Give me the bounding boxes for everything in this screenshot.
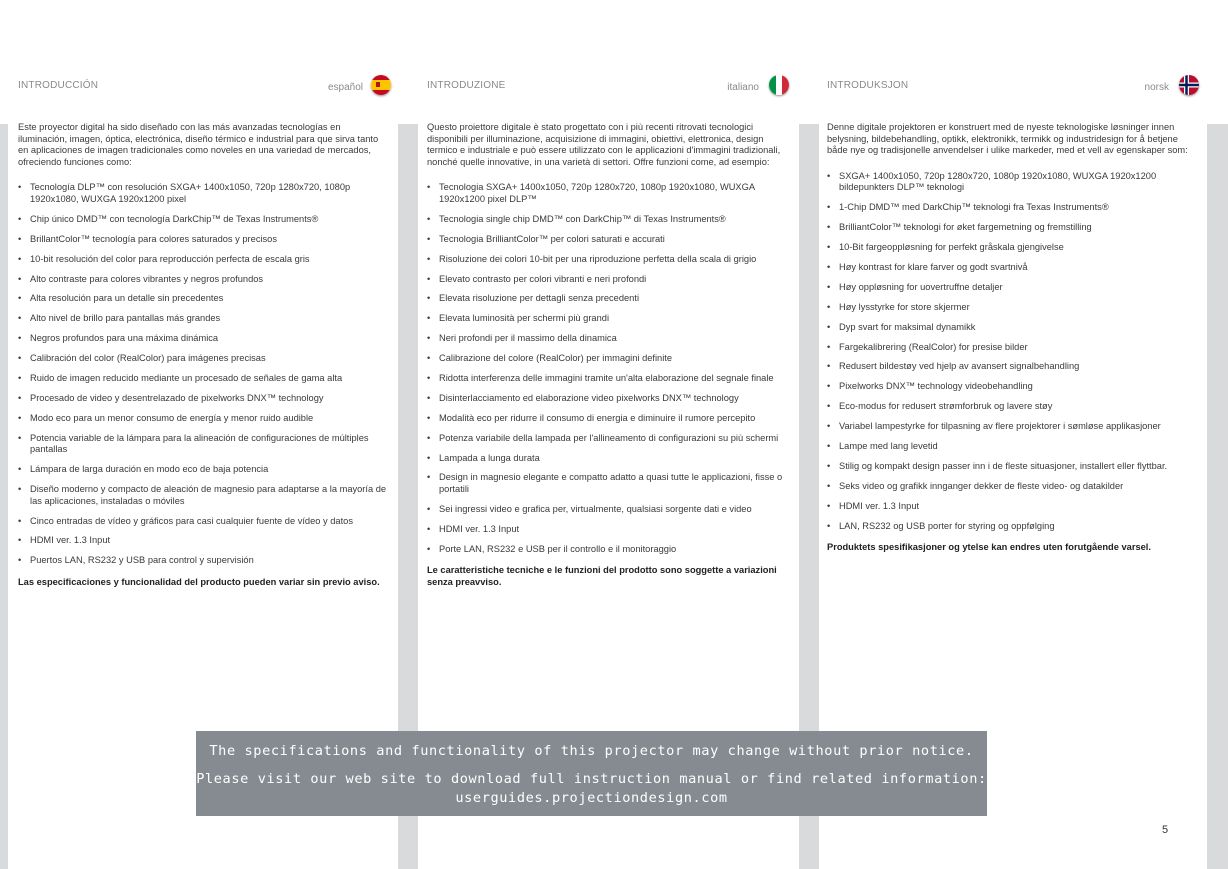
list-item: • 1-Chip DMD™ med DarkChip™ teknologi fra Texas Instruments® [827, 202, 1199, 214]
list-item: • Lampe med lang levetid [827, 441, 1199, 453]
list-item: • Design in magnesio elegante e compatto adatto a quasi tutte le applicazioni, fisse o portatili [427, 472, 791, 495]
intro-paragraph: Denne digitale projektoren er konstruert med de nyeste teknologiske løsninger innen belysning, bildebehandling, optikk, elektronikk, termikk og industridesign for å betjene både nye og tradisjonelle anvendelser i ulike markeder, med et vell av egenskaper som: [827, 122, 1188, 156]
list-item: • Variabel lampestyrke for tilpasning av flere projektorer i sømløse applikasjoner [827, 421, 1199, 433]
list-item: • Disinterlacciamento ed elaborazione video pixelworks DNX™ technology [427, 393, 791, 405]
list-item: • Seks video og grafikk innganger dekker de fleste video- og datakilder [827, 481, 1199, 493]
list-item: • Puertos LAN, RS232 y USB para control y supervisión [18, 555, 391, 567]
section-title: INTRODUCCIÓN [18, 80, 99, 91]
notice-banner [196, 731, 987, 816]
list-item: • 10-bit resolución del color para reproducción perfecta de escala gris [18, 254, 391, 266]
spain-flag-icon [371, 75, 391, 95]
list-item: • Modo eco para un menor consumo de energía y menor ruido audible [18, 413, 391, 425]
intro-paragraph: Este proyector digital ha sido diseñado con las más avanzadas tecnologías en iluminación, imagen, óptica, electrónica, diseño térmico e industrial para que sirva tanto en aplicaciones de imagen tradicionales como noveles en una variedad de mercados, ofreciendo funciones como: [18, 122, 379, 167]
column-header [427, 80, 791, 94]
banner-website-link[interactable]: userguides.projectiondesign.com [455, 790, 728, 806]
list-item: • Tecnologia single chip DMD™ con DarkChip™ di Texas Instruments® [427, 214, 791, 226]
list-item: • Alto nivel de brillo para pantallas más grandes [18, 313, 391, 325]
list-item: • Procesado de video y desentrelazado de pixelworks DNX™ technology [18, 393, 391, 405]
list-item: • Cinco entradas de vídeo y gráficos para casi cualquier fuente de vídeo y datos [18, 516, 391, 528]
right-margin-bar [1207, 124, 1228, 869]
column-body [427, 122, 791, 598]
list-item: • Negros profundos para una máxima dinámica [18, 333, 391, 345]
list-item: • Lampada a lunga durata [427, 453, 791, 465]
list-item: • Dyp svart for maksimal dynamikk [827, 322, 1199, 334]
banner-line-2: Please visit our web site to download full instruction manual or find related information: [196, 771, 987, 787]
language-label: norsk [1144, 82, 1169, 93]
list-item: • Høy kontrast for klare farver og godt svartnivå [827, 262, 1199, 274]
language-label: español [327, 82, 363, 93]
list-item: • Modalità eco per ridurre il consumo di energia e diminuire il rumore percepito [427, 413, 791, 425]
list-item: • Risoluzione dei colori 10-bit per una riproduzione perfetta della scala di grigio [427, 254, 791, 266]
list-item: • Calibración del color (RealColor) para imágenes precisas [18, 353, 391, 365]
feature-list [427, 182, 791, 555]
list-item: • Elevata luminosità per schermi più grandi [427, 313, 791, 325]
list-item: • Potencia variable de la lámpara para la alineación de configuraciones de múltiples pantallas [18, 433, 391, 456]
list-item: • Stilig og kompakt design passer inn i de fleste situasjoner, installert eller flyttbar. [827, 461, 1199, 473]
list-item: • Neri profondi per il massimo della dinamica [427, 333, 791, 345]
section-title: INTRODUZIONE [427, 80, 506, 91]
banner-line-1: The specifications and functionality of this projector may change without prior notice. [209, 743, 974, 759]
page-number: 5 [1162, 824, 1169, 836]
list-item: • Calibrazione del colore (RealColor) per immagini definite [427, 353, 791, 365]
list-item: • BrilliantColor™ teknologi for øket fargemetning og fremstilling [827, 222, 1199, 234]
list-item: • Porte LAN, RS232 e USB per il controllo e il monitoraggio [427, 544, 791, 556]
section-title: INTRODUKSJON [827, 80, 909, 91]
list-item: • Redusert bildestøy ved hjelp av avansert signalbehandling [827, 361, 1199, 373]
list-item: • Chip único DMD™ con tecnología DarkChip™ de Texas Instruments® [18, 214, 391, 226]
feature-list [18, 182, 391, 567]
list-item: • LAN, RS232 og USB porter for styring og oppfølging [827, 521, 1199, 533]
list-item: • Ruido de imagen reducido mediante un procesado de señales de gama alta [18, 373, 391, 385]
notice-text: Le caratteristiche tecniche e le funzioni del prodotto sono soggette a variazioni senza preavviso. [427, 565, 777, 587]
list-item: • Sei ingressi video e grafica per, virtualmente, qualsiasi sorgente dati e video [427, 504, 791, 516]
column-header [18, 80, 391, 94]
column-body [18, 122, 391, 598]
list-item: • Tecnologia SXGA+ 1400x1050, 720p 1280x720, 1080p 1920x1080, WUXGA 1920x1200 pixel DLP™ [427, 182, 791, 205]
list-item: • Elevata risoluzione per dettagli senza precedenti [427, 293, 791, 305]
column-header [827, 80, 1199, 94]
list-item: • Fargekalibrering (RealColor) for presise bilder [827, 342, 1199, 354]
list-item: • Alto contraste para colores vibrantes y negros profundos [18, 274, 391, 286]
list-item: • Ridotta interferenza delle immagini tramite un'alta elaborazione del segnale finale [427, 373, 791, 385]
list-item: • HDMI ver. 1.3 Input [18, 535, 391, 547]
notice-text: Produktets spesifikasjoner og ytelse kan endres uten forutgående varsel. [827, 542, 1151, 553]
list-item: • HDMI ver. 1.3 Input [427, 524, 791, 536]
intro-paragraph: Questo proiettore digitale è stato progettato con i più recenti ritrovati tecnologici disponibili per illuminazione, acquisizione di immagini, obiettivi, elettronica, design termico e industriale e può essere utilizzato con le applicazioni d'immagini tradizionali, nonché quelle innovative, in una varietà di settori. Offre funzioni come, ad esempio: [427, 122, 781, 167]
list-item: • HDMI ver. 1.3 Input [827, 501, 1199, 513]
list-item: • Potenza variabile della lampada per l'allineamento di configurazioni su più schermi [427, 433, 791, 445]
list-item: • BrillantColor™ tecnología para colores saturados y precisos [18, 234, 391, 246]
column-body [827, 122, 1199, 563]
notice-text: Las especificaciones y funcionalidad del producto pueden variar sin previo aviso. [18, 576, 380, 587]
list-item: • Diseño moderno y compacto de aleación de magnesio para adaptarse a la mayoría de las aplicaciones, instaladas o móviles [18, 484, 391, 507]
list-item: • 10-Bit fargeoppløsning for perfekt gråskala gjengivelse [827, 242, 1199, 254]
list-item: • Tecnologia BrilliantColor™ per colori saturati e accurati [427, 234, 791, 246]
feature-list [827, 171, 1199, 532]
list-item: • Elevato contrasto per colori vibranti e neri profondi [427, 274, 791, 286]
list-item: • Lámpara de larga duración en modo eco de baja potencia [18, 464, 391, 476]
italy-flag-icon [769, 75, 789, 95]
list-item: • Tecnología DLP™ con resolución SXGA+ 1400x1050, 720p 1280x720, 1080p 1920x1080, WUXGA 1920x1200 pixel [18, 182, 391, 205]
language-label: italiano [727, 82, 759, 93]
list-item: • Pixelworks DNX™ technology videobehandling [827, 381, 1199, 393]
list-item: • Høy lysstyrke for store skjermer [827, 302, 1199, 314]
norway-flag-icon [1179, 75, 1199, 95]
list-item: • Høy oppløsning for uovertruffne detaljer [827, 282, 1199, 294]
list-item: • SXGA+ 1400x1050, 720p 1280x720, 1080p 1920x1080, WUXGA 1920x1200 bildepunkters DLP™ teknologi [827, 171, 1199, 194]
list-item: • Eco-modus for redusert strømforbruk og lavere støy [827, 401, 1199, 413]
list-item: • Alta resolución para un detalle sin precedentes [18, 293, 391, 305]
left-margin-bar [0, 124, 8, 869]
